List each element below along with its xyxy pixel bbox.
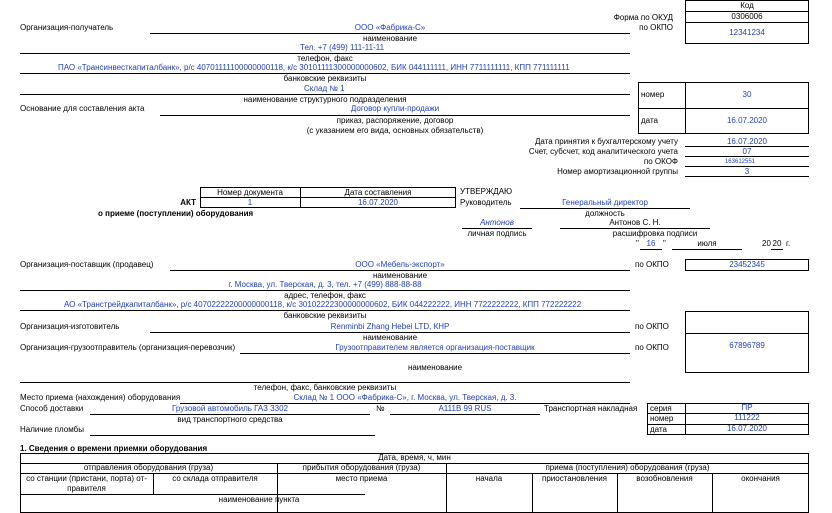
amort-label: Номер амортизационной группы (557, 167, 678, 176)
seals-label: Наличие пломбы (20, 425, 84, 434)
supplier-address-caption: адрес, телефон, факс (284, 291, 366, 300)
section1-col-warehouse: со склада отправителя (172, 474, 258, 483)
amort-value[interactable]: 3 (744, 167, 750, 176)
waybill-series-label: серия (650, 404, 672, 413)
approve-year-suffix: г. (786, 239, 791, 248)
delivery-value[interactable]: Грузовой автомобиль ГАЗ 3302 (171, 404, 289, 413)
basis-value[interactable]: Договор купли-продажи (350, 104, 440, 113)
section1-h-top: Дата, время, ч, мин (378, 453, 451, 462)
okpo-value[interactable]: 12341234 (729, 28, 765, 37)
section1-point-caption: наименование пункта (218, 495, 300, 504)
basis-date-value[interactable]: 16.07.2020 (726, 116, 768, 125)
approve-year-prefix: 20 (762, 239, 771, 248)
basis-caption2: (с указанием его вида, основных обязательств) (306, 126, 484, 135)
supplier-okpo-value[interactable]: 23452345 (729, 260, 765, 269)
okof-value[interactable]: 163612551 (724, 159, 756, 165)
section1-h-accept: приема (поступления) оборудования (груза) (545, 463, 710, 472)
basis-number-value[interactable]: 30 (742, 90, 752, 99)
seals-line (90, 435, 375, 436)
act-doc-date-header: Дата составления (344, 188, 412, 197)
supplier-bank[interactable]: АО «Транстрейдкапиталбанк», р/с 40702222200000000118, к/с 30102222300000000602, БИК 044222222, ИНН 7722222222, КПП 772222222 (64, 300, 582, 309)
approve-month-line (672, 249, 742, 250)
waybill-date-label: дата (650, 425, 667, 434)
shipper-details-caption: телефон, факс, банковские реквизиты (253, 383, 397, 392)
manufacturer-name[interactable]: Renminbi Zhang Hebei LTD, КНР (330, 322, 450, 331)
approve-signature[interactable]: Антонов (480, 218, 514, 227)
shipper-name-caption: наименование (407, 363, 463, 372)
approve-title: УТВЕРЖДАЮ (460, 187, 513, 196)
vehicle-no-label: № (376, 404, 385, 413)
manufacturer-okpo-label: по ОКПО (635, 322, 669, 331)
delivery-label: Способ доставки (20, 404, 84, 413)
basis-label: Основание для составления акта (20, 104, 145, 113)
supplier-address[interactable]: г. Москва, ул. Тверская, д. 3, тел. +7 (499) 888-88-88 (228, 280, 422, 289)
manufacturer-name-caption: наименование (362, 333, 418, 342)
waybill-number-value[interactable]: 111222 (734, 413, 760, 422)
okpo-label: по ОКПО (639, 23, 673, 32)
section1-title: 1. Сведения о времени приемки оборудования (20, 444, 208, 453)
recipient-label: Организация-получатель (20, 23, 114, 32)
approve-day-line (640, 249, 662, 250)
section1-col-station: со станции (пристани, порта) от-правителя (26, 474, 147, 493)
approve-position-caption: должность (585, 209, 625, 218)
section1-h-arrival: прибытия оборудования (груза) (302, 463, 421, 472)
section1-h-dispatch: отправления оборудования (груза) (83, 463, 214, 472)
accept-date-value[interactable]: 16.07.2020 (726, 137, 768, 146)
shipper-okpo-value[interactable]: 67896789 (729, 341, 765, 350)
act-subtitle: о приеме (поступлении) оборудования (98, 209, 254, 218)
approve-position[interactable]: Генеральный директор (562, 198, 648, 207)
recipient-division-caption: наименование структурного подразделения (243, 95, 407, 104)
recipient-division[interactable]: Склад № 1 (304, 84, 345, 93)
recipient-name[interactable]: ООО «Фабрика-С» (354, 23, 426, 32)
section1-col-pause: приостановления (542, 474, 607, 483)
okud-label: Форма по ОКУД (613, 13, 673, 22)
act-number[interactable]: 1 (247, 198, 253, 207)
approve-year[interactable]: 20 (772, 239, 782, 248)
section1-col-start: начала (475, 474, 503, 483)
basis-caption1: приказ, распоряжение, договор (336, 116, 454, 125)
shipper-okpo-label: по ОКПО (635, 343, 669, 352)
waybill-number-label: номер (650, 414, 674, 423)
supplier-label: Организация-поставщик (продавец) (20, 260, 154, 269)
waybill-label: Транспортная накладная (544, 404, 638, 413)
supplier-okpo-label: по ОКПО (635, 260, 669, 269)
vehicle-no-value[interactable]: А111В 99 RUS (438, 404, 492, 413)
vehicle-caption: вид транспортного средства (177, 415, 283, 424)
recipient-name-caption: наименование (362, 34, 418, 43)
section1-col-resume: возобновления (636, 474, 693, 483)
code-header: Код (740, 1, 754, 10)
approve-day[interactable]: 16 (646, 239, 656, 248)
act-doc-number-header: Номер документа (217, 188, 283, 197)
section1-col-end: окончания (741, 474, 780, 483)
supplier-name-caption: наименование (372, 271, 428, 280)
shipper-label: Организация-грузоотправитель (организация-перевозчик) (20, 343, 236, 352)
account-label: Счет, субсчет, код аналитического учета (528, 147, 678, 156)
manufacturer-okpo-divider (685, 333, 809, 334)
waybill-date-value[interactable]: 16.07.2020 (726, 424, 768, 433)
act-date[interactable]: 16.07.2020 (357, 198, 399, 207)
approve-head-label: Руководитель (460, 198, 512, 207)
account-value[interactable]: 07 (742, 147, 752, 156)
okof-label: по ОКОФ (643, 157, 678, 166)
recipient-phone-caption: телефон, факс (297, 54, 353, 63)
amort-line (685, 176, 809, 177)
basis-number-label: номер (641, 90, 665, 99)
recipient-phone[interactable]: Тел. +7 (499) 111-11-11 (300, 43, 385, 52)
recipient-bank[interactable]: ПАО «Трансинвесткапиталбанк», р/с 40701111100000000118, к/с 30101111300000000602, БИК 044111111, ИНН 7711111111, КПП 771111111 (58, 63, 570, 72)
approve-quote-open: " (636, 239, 639, 248)
approve-year-line (771, 249, 783, 250)
vehicle-no-line (390, 414, 540, 415)
receipt-place-label: Место приема (нахождения) оборудования (20, 393, 181, 402)
supplier-bank-caption: банковские реквизиты (283, 311, 367, 320)
shipper-name[interactable]: Грузоотправителем является организация-поставщик (335, 343, 535, 352)
okud-value: 0306006 (731, 12, 763, 21)
approve-month[interactable]: июля (697, 239, 717, 248)
approve-name-caption: расшифровка подписи (612, 229, 698, 238)
basis-box-divider (638, 108, 809, 109)
approve-quote-close: " (663, 239, 666, 248)
supplier-name[interactable]: ООО «Мебель-экспорт» (355, 260, 445, 269)
receipt-place-value[interactable]: Склад № 1 ООО «Фабрика-С», г. Москва, ул. Тверская, д. 3. (293, 393, 517, 402)
section1-col-place: место приема (335, 474, 388, 483)
shipper-name-line (240, 353, 630, 354)
codes-divider (685, 22, 809, 23)
manufacturer-label: Организация-изготовитель (20, 322, 120, 331)
accept-date-label: Дата принятия к бухгалтерскому учету (534, 137, 678, 146)
basis-date-label: дата (641, 116, 658, 125)
recipient-bank-caption: банковские реквизиты (283, 74, 367, 83)
waybill-series-value[interactable]: ПР (741, 403, 753, 412)
act-title: АКТ (180, 198, 196, 207)
approve-name[interactable]: Антонов С. Н. (609, 218, 661, 227)
approve-signature-caption: личная подпись (467, 229, 527, 238)
